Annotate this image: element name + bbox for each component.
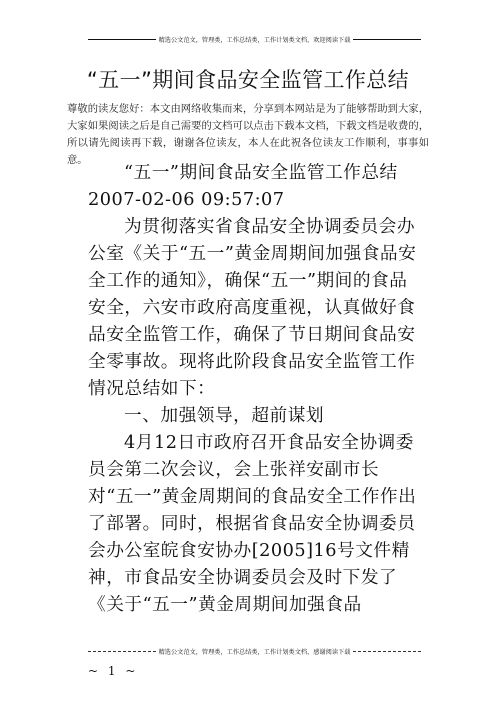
section-heading: 一、加强领导，超前谋划 — [124, 406, 325, 426]
document-title: “五一”期间食品安全监管工作总结 — [86, 68, 410, 92]
header-rule-right — [353, 39, 421, 40]
page-footer — [88, 645, 421, 657]
publish-date: 2007-02-06 09:57:07 — [88, 190, 285, 210]
paragraph-intro: 为贯彻落实省食品安全协调委员会办公室《关于“五一”黄金周期间加强食品安全工作的通知》，确保“五一”期间的食品安全，六安市政府高度重视，认真做好食品安全监管工作，确保了节日期间食品安全零事故。现将此阶段食品安全监管工作情况总结如下： — [88, 217, 417, 399]
page-number: ~ 1 ~ — [88, 664, 139, 678]
header-text: 精选公文范文，管理类，工作总结类，工作计划类文档，欢迎阅读下载 — [158, 36, 351, 44]
footer-text: 精选公文范文，管理类，工作总结类，工作计划类文档，感谢阅读下载 — [158, 648, 351, 656]
footer-rule-right — [353, 651, 421, 652]
document-body — [88, 160, 421, 619]
header-rule-left — [88, 39, 156, 40]
paragraph-section-one: 4月12日市政府召开食品安全协调委员会第二次会议，会上张祥安副市长对“五一”黄金周期间的食品安全工作作出了部署。同时，根据省食品安全协调委员会办公室皖食安协办[2005]16号文件精神，市食品安全协调委员会及时下发了《关于“五一”黄金周期间加强食品 — [88, 433, 417, 615]
footer-rule-left — [88, 651, 156, 652]
page-header — [88, 33, 421, 45]
reader-notice: 尊敬的读友您好：本文由网络收集而来，分享到本网站是为了能够帮助到大家，大家如果阅读之后是自己需要的文档可以点击下载本文档，下载文档是收费的，所以请先阅读再下载，谢谢各位读友，本人在此祝各位读友工作顺利，事事如意。 — [67, 103, 429, 166]
inner-title: “五一”期间食品安全监管工作总结 — [124, 163, 398, 183]
